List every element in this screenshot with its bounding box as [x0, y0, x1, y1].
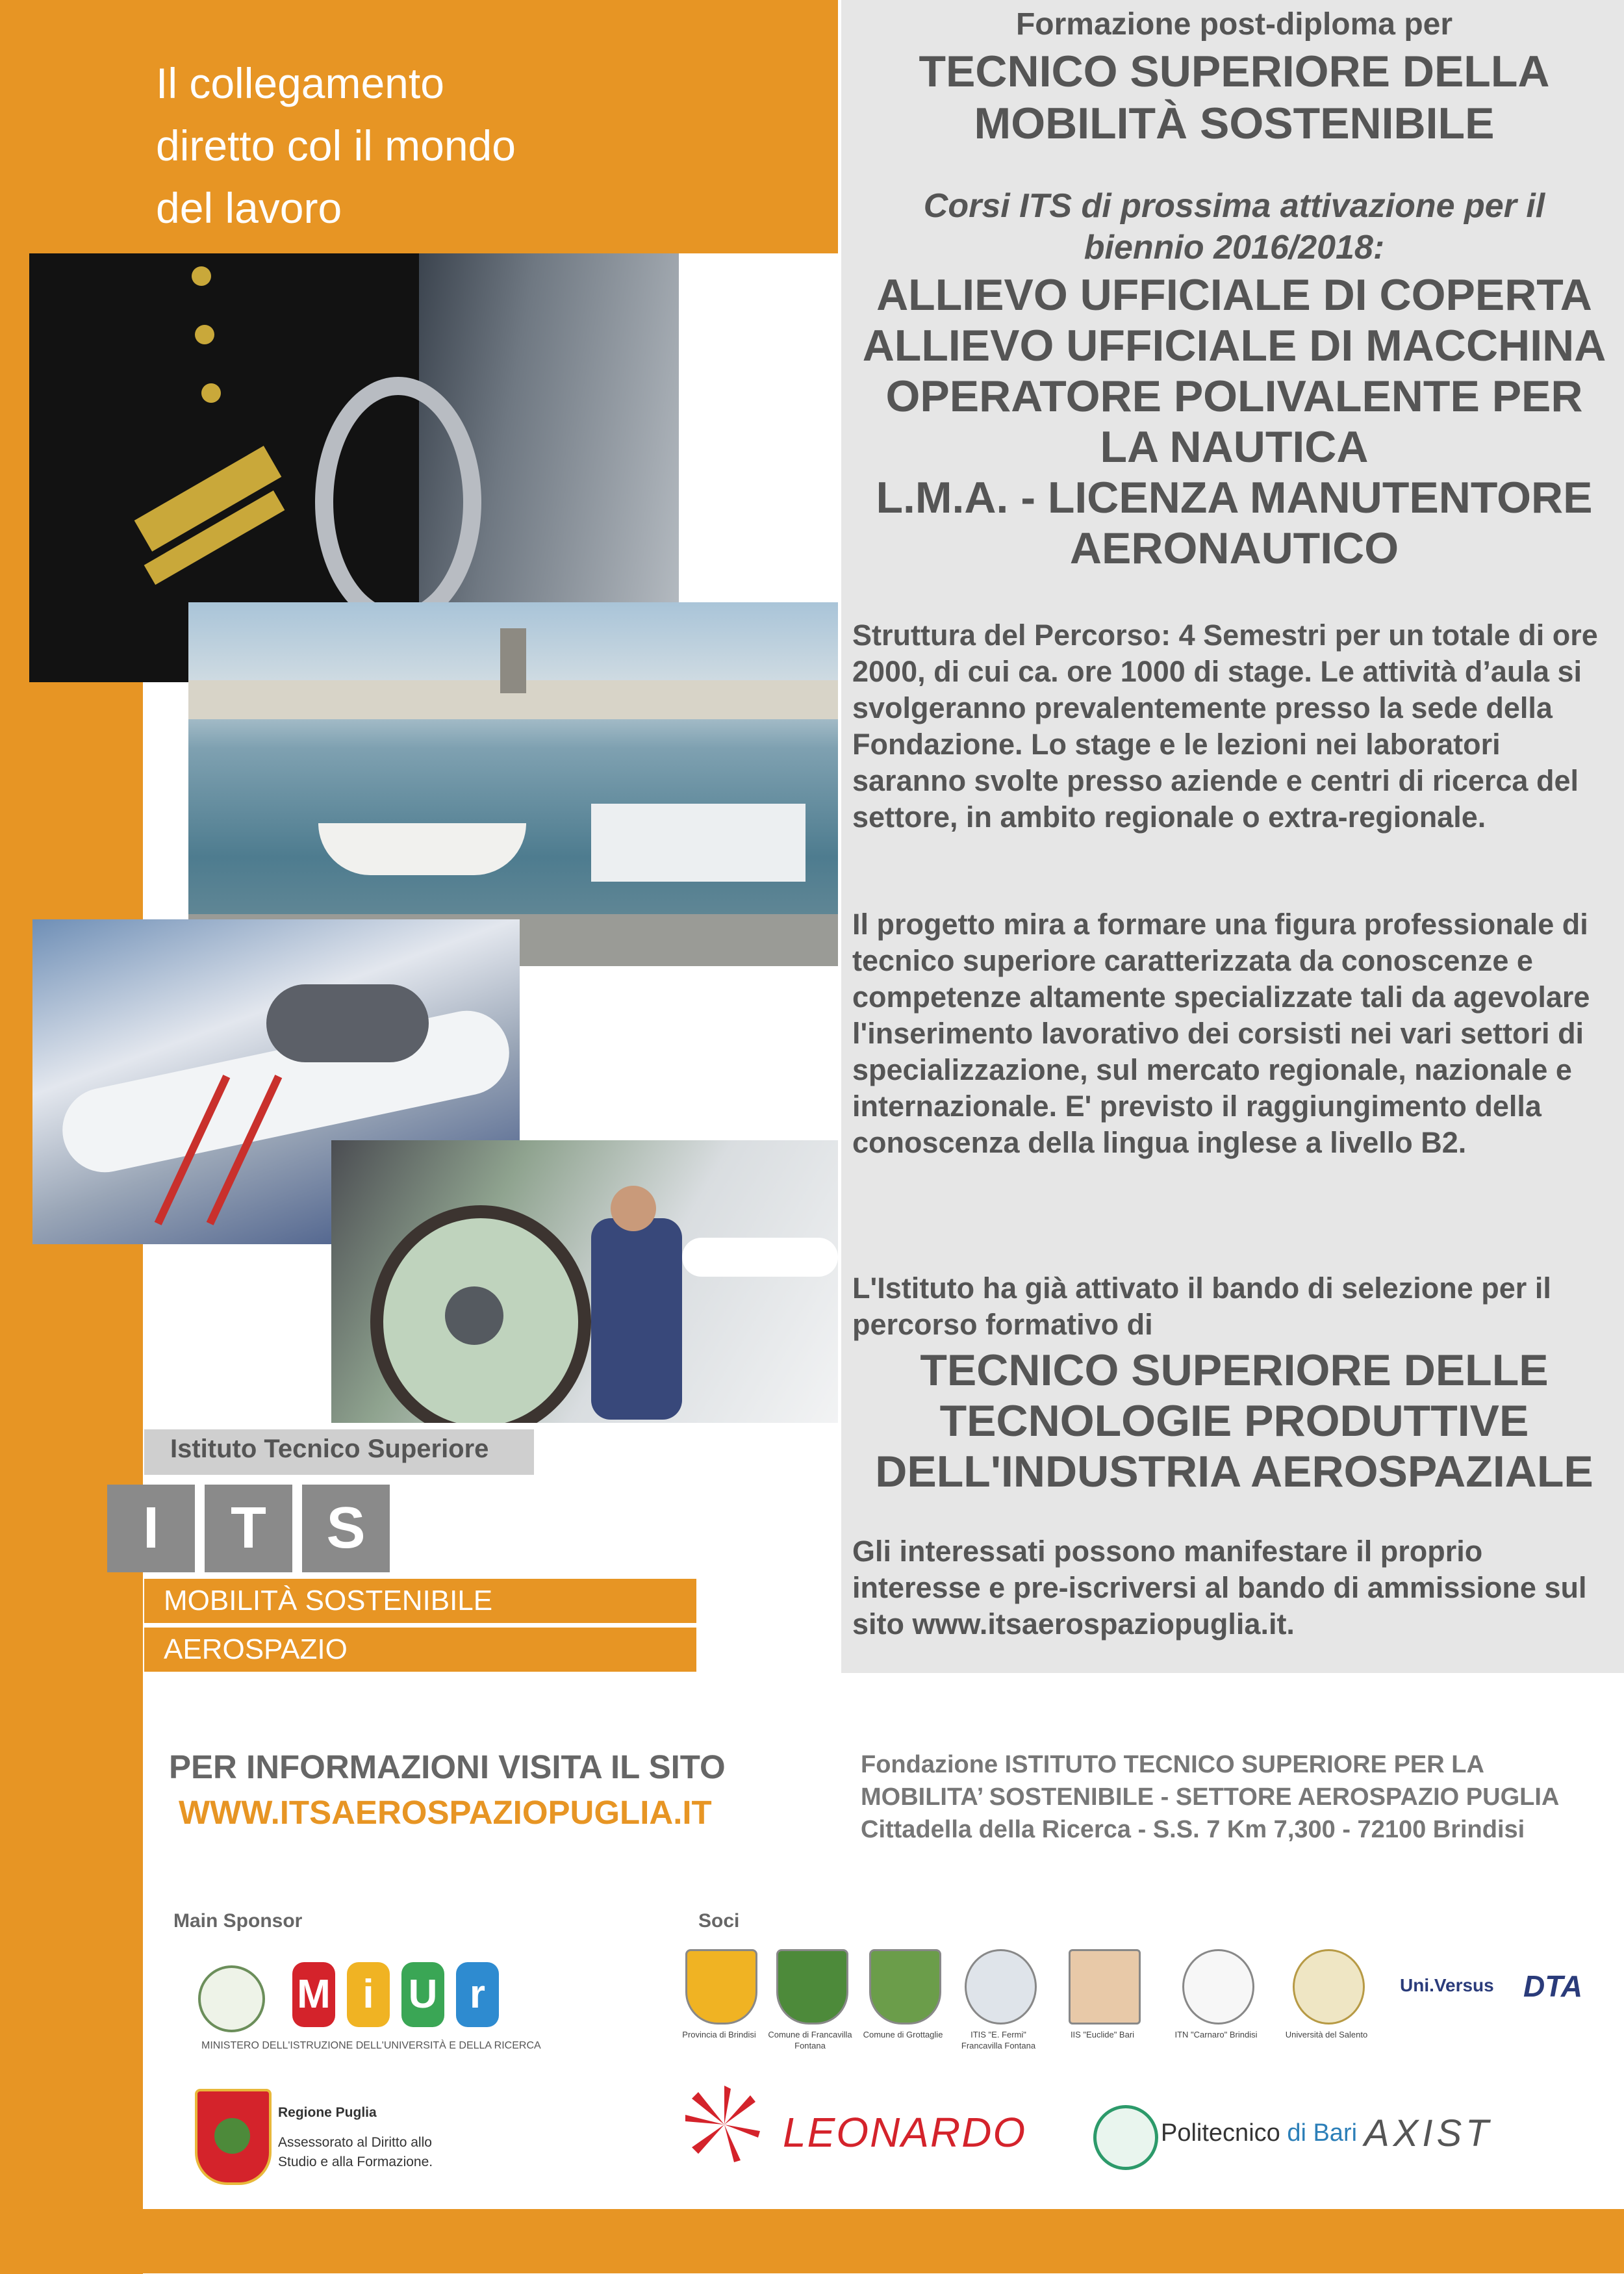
- slogan: [156, 52, 741, 239]
- itis-fermi-seal-icon: [965, 1949, 1037, 2025]
- politecnico-emblem-icon: [1093, 2105, 1158, 2170]
- course-line-3: OPERATORE POLIVALENTE PER: [885, 372, 1583, 421]
- politecnico-city: di Bari: [1287, 2119, 1358, 2147]
- politecnico-logo-text: [1161, 2119, 1357, 2147]
- miur-tile-i: i: [347, 1962, 390, 2027]
- course-line-6: AERONAUTICO: [1069, 524, 1399, 573]
- main-title-line-2: MOBILITÀ SOSTENIBILE: [974, 99, 1495, 148]
- its-logo-letter-s: S: [302, 1485, 390, 1572]
- dta-logo: DTA: [1523, 1969, 1583, 2003]
- universus-logo: Uni.Versus: [1400, 1975, 1494, 1995]
- photo-engine-technician: [331, 1140, 838, 1423]
- aerospace-title-line-1: TECNICO SUPERIORE DELLE: [920, 1346, 1549, 1395]
- soci-caption-2: Comune di Francavilla Fontana: [768, 2030, 852, 2050]
- puglia-region-name: Regione Puglia: [278, 2105, 377, 2120]
- course-line-2: ALLIEVO UFFICIALE DI MACCHINA: [862, 321, 1606, 370]
- itn-carnaro-seal-icon: [1182, 1949, 1254, 2025]
- soci-caption-4: ITIS "E. Fermi" Francavilla Fontana: [961, 2030, 1036, 2050]
- its-logo-line-1-text: MOBILITÀ SOSTENIBILE: [164, 1585, 493, 1616]
- its-logo-line-2: [144, 1628, 696, 1672]
- info-label: PER INFORMAZIONI VISITA IL SITO: [169, 1748, 726, 1785]
- aerospace-title-line-3: DELL'INDUSTRIA AEROSPAZIALE: [875, 1447, 1593, 1496]
- main-sponsor-heading: Main Sponsor: [173, 1910, 303, 1932]
- slogan-line-1: Il collegamento: [156, 59, 444, 107]
- soci-caption-1: Provincia di Brindisi: [682, 2030, 756, 2039]
- puglia-department: Assessorato al Diritto allo Studio e alla Formazione.: [278, 2135, 433, 2169]
- course-line-5: L.M.A. - LICENZA MANUTENTORE: [876, 473, 1593, 522]
- courses-intro-line-1: Corsi ITS di prossima attivazione per il: [923, 187, 1545, 225]
- aerospace-title-line-2: TECNOLOGIE PRODUTTIVE: [939, 1396, 1529, 1446]
- francavilla-crest-icon: [776, 1949, 848, 2025]
- soci-caption-3: Comune di Grottaglie: [863, 2030, 943, 2039]
- main-title-line-1: TECNICO SUPERIORE DELLA: [919, 47, 1550, 96]
- miur-tile-m: M: [292, 1962, 335, 2027]
- courses-intro-line-2: biennio 2016/2018:: [1084, 229, 1385, 266]
- slogan-line-3: del lavoro: [156, 184, 342, 232]
- course-line-1: ALLIEVO UFFICIALE DI COPERTA: [876, 270, 1592, 320]
- universita-salento-seal-icon: [1293, 1949, 1365, 2025]
- its-logo-line-1: [144, 1579, 696, 1623]
- grottaglie-crest-icon: [869, 1949, 941, 2025]
- foundation-line-2: MOBILITA’ SOSTENIBILE - SETTORE AEROSPAZIO PUGLIA: [861, 1783, 1560, 1811]
- paragraph-structure: Struttura del Percorso: 4 Semestri per un totale di ore 2000, di cui ca. ore 1000 di stage. Le attività d’aula si svolgeranno prevalentemente presso la sede della Fondazione. Lo stage e le lezioni nei laboratori saranno svolte presso aziende e centri di ricerca del settore, in ambito regionale o extra-regionale.: [852, 619, 1598, 834]
- paragraph-selection: L'Istituto ha già attivato il bando di selezione per il percorso formativo di: [852, 1271, 1551, 1341]
- leonardo-star-icon: [685, 2086, 763, 2164]
- slogan-line-2: diretto col il mondo: [156, 121, 516, 170]
- courses-list: [844, 270, 1624, 574]
- its-logo-line-2-text: AEROSPAZIO: [164, 1633, 348, 1665]
- main-title: [844, 45, 1624, 149]
- orange-footer-band: [0, 2209, 1624, 2273]
- paragraph-project: Il progetto mira a formare una figura professionale di tecnico superiore caratterizzata da conoscenze e competenze altamente specializzate tali da agevolare l'inserimento lavorativo dei corsisti nei vari settori di specializzazione, sul mercato regionale, nazionale e internazionale. E' previsto il raggiungimento della conoscenza della lingua inglese a livello B2.: [852, 908, 1590, 1159]
- miur-tile-r: r: [456, 1962, 499, 2027]
- leonardo-logo-text: LEONARDO: [783, 2109, 1027, 2156]
- courses-intro: [844, 185, 1624, 268]
- intro-line: Formazione post-diploma per: [1015, 7, 1453, 42]
- its-logo-letter-t: T: [205, 1485, 292, 1572]
- soci-caption-5: IIS "Euclide" Bari: [1070, 2030, 1135, 2039]
- course-line-4: LA NAUTICA: [1100, 422, 1369, 472]
- italian-republic-emblem-icon: [198, 1965, 265, 2032]
- iis-euclide-logo-icon: [1069, 1949, 1141, 2025]
- politecnico-name: Politecnico: [1161, 2119, 1288, 2147]
- olive-tree-icon: [214, 2118, 250, 2154]
- miur-tile-u: U: [401, 1962, 444, 2027]
- miur-logo: [292, 1962, 507, 2034]
- its-logo-bar-label: Istituto Tecnico Superiore: [170, 1435, 489, 1463]
- photo-marina: [188, 602, 838, 966]
- axist-logo-text: AXIST: [1364, 2112, 1493, 2154]
- provincia-brindisi-crest-icon: [685, 1949, 757, 2025]
- foundation-address: Cittadella della Ricerca - S.S. 7 Km 7,300 - 72100 Brindisi: [861, 1816, 1525, 1843]
- its-logo-letter-i: I: [107, 1485, 195, 1572]
- paragraph-registration: Gli interessati possono manifestare il proprio interesse e pre-iscriversi al bando di ammissione sul sito www.itsaerospaziopuglia.it.: [852, 1535, 1587, 1641]
- website-link[interactable]: WWW.ITSAEROSPAZIOPUGLIA.IT: [179, 1794, 712, 1831]
- miur-caption: MINISTERO DELL'ISTRUZIONE DELL'UNIVERSITÀ E DELLA RICERCA: [201, 2040, 541, 2051]
- foundation-line-1: Fondazione ISTITUTO TECNICO SUPERIORE PER LA: [861, 1751, 1484, 1778]
- soci-caption-7: Università del Salento: [1285, 2030, 1368, 2039]
- aerospace-course-title: [844, 1345, 1624, 1497]
- soci-caption-6: ITN "Carnaro" Brindisi: [1174, 2030, 1258, 2039]
- soci-heading: Soci: [698, 1910, 740, 1932]
